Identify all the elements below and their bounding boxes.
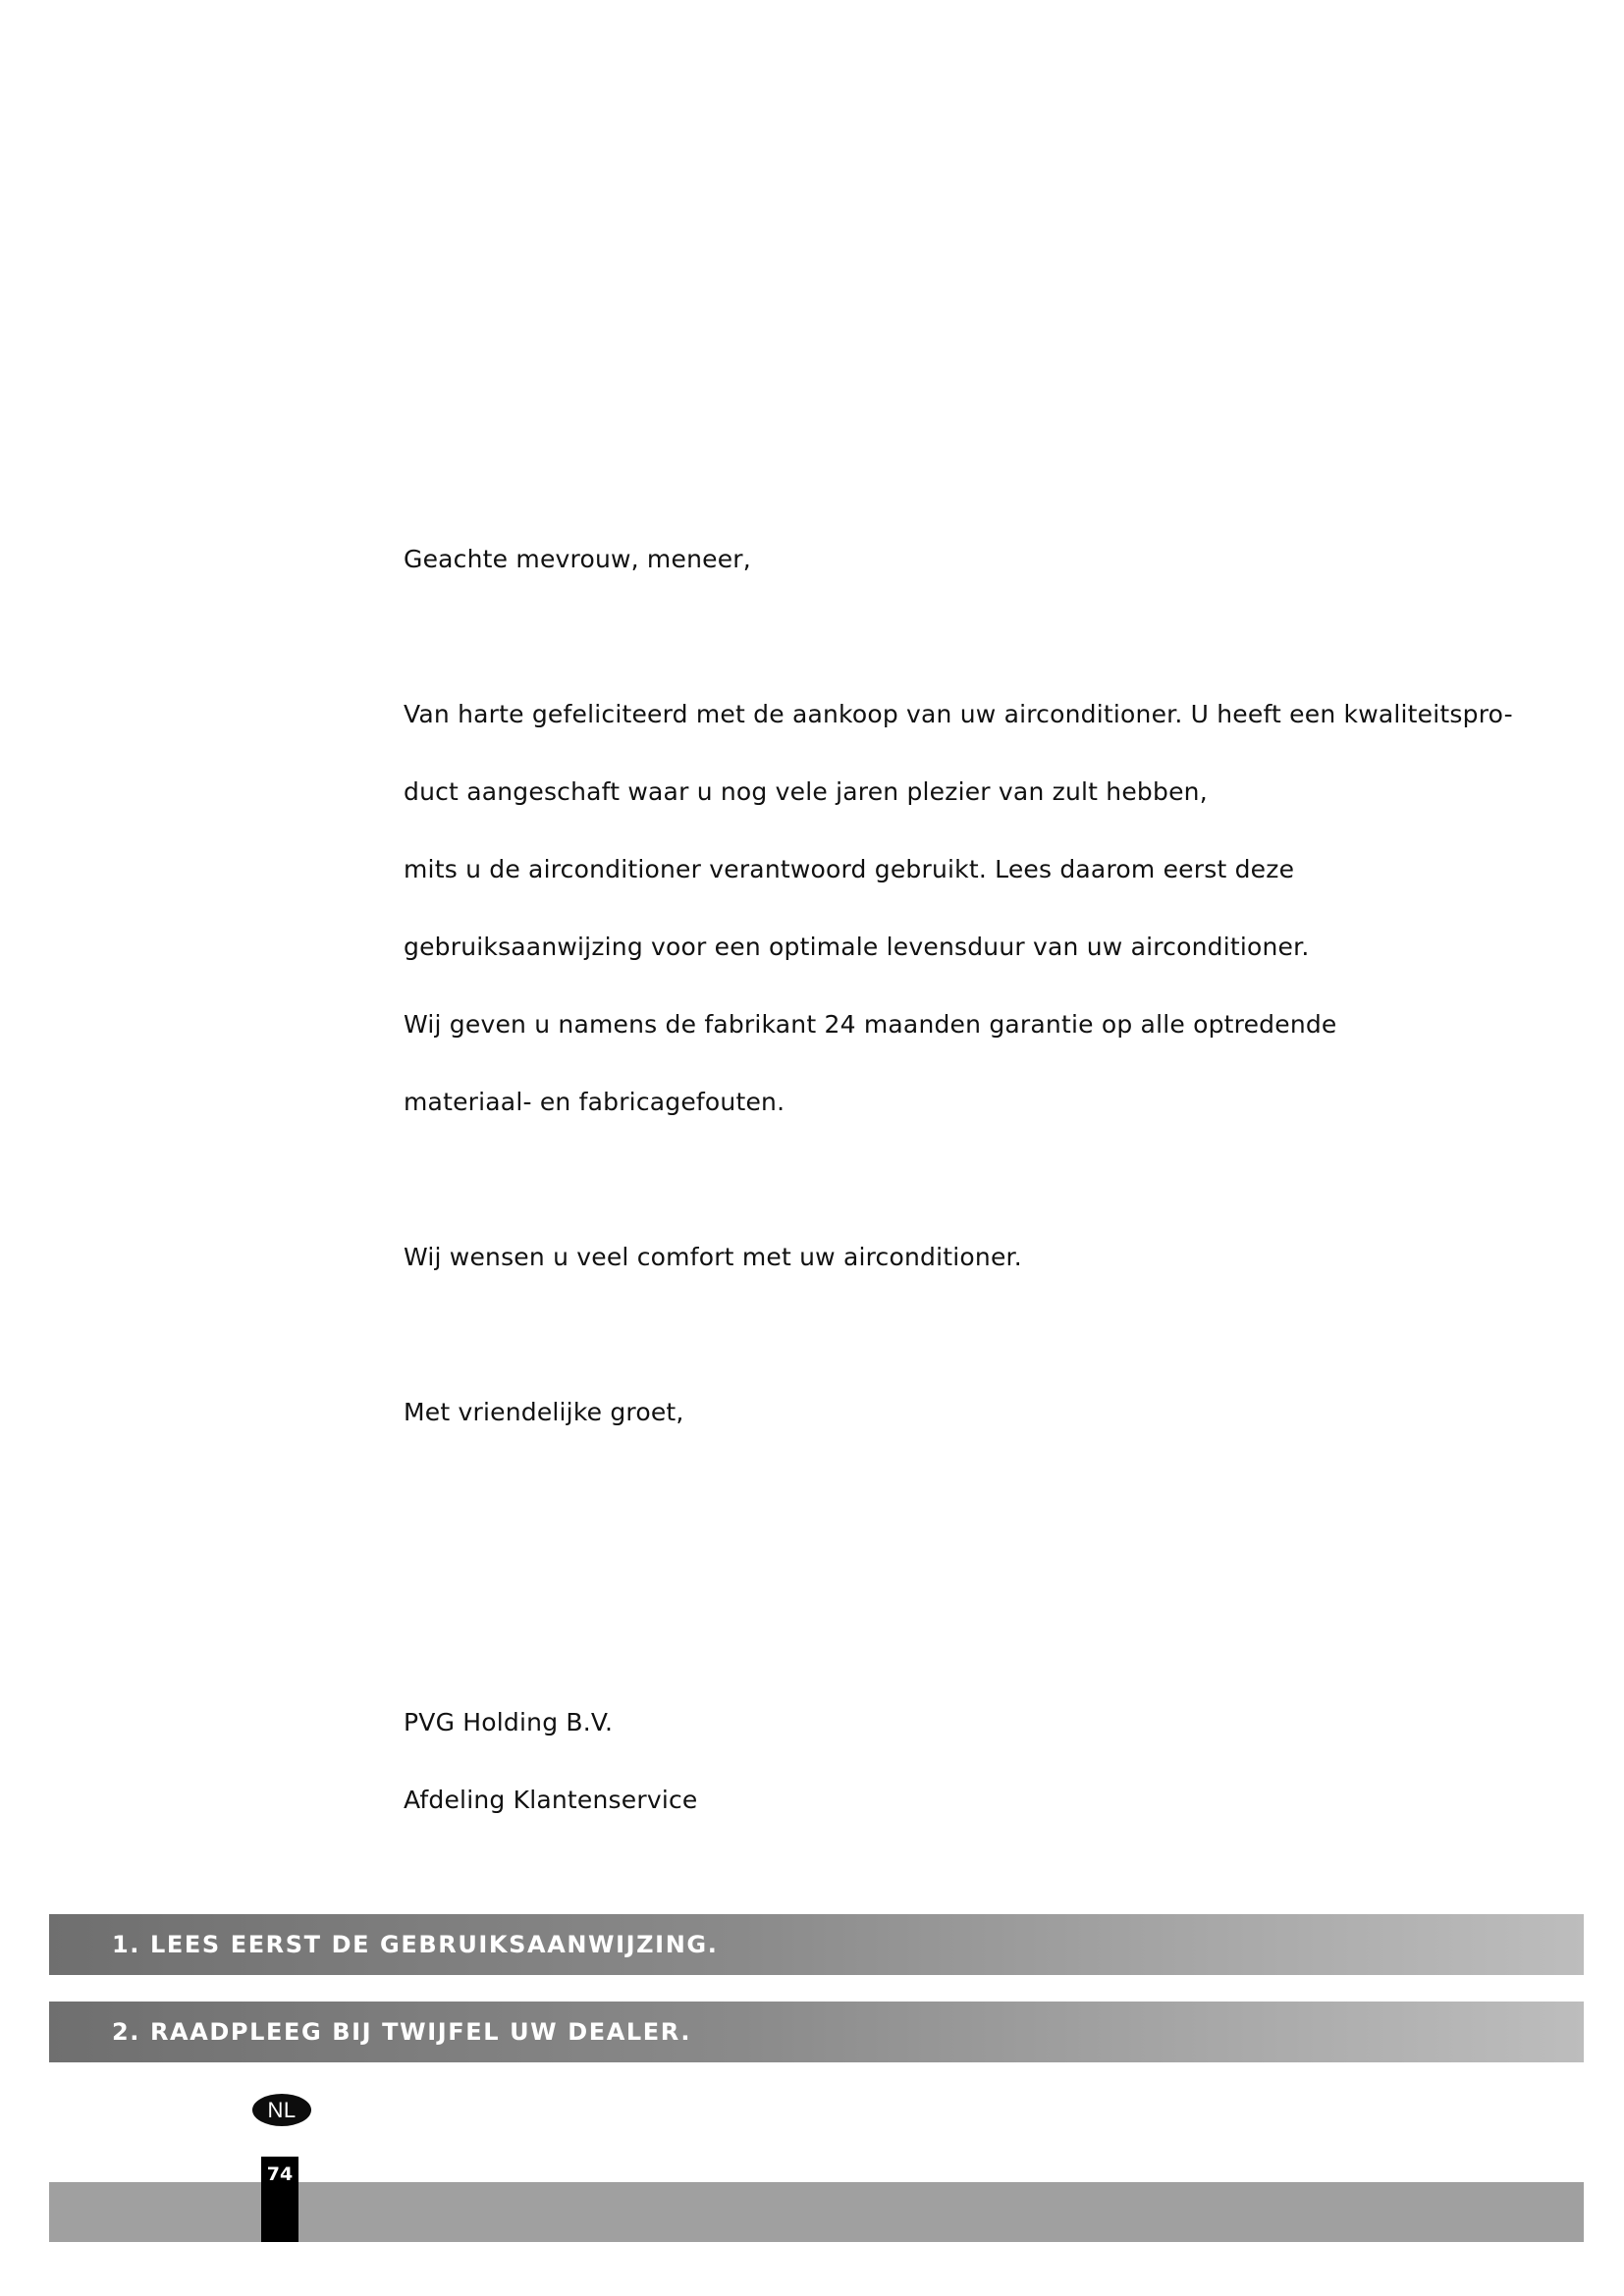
spacer xyxy=(404,1141,1464,1218)
spacer xyxy=(404,1296,1464,1373)
paragraph-line: mits u de airconditioner verantwoord gebruikt. Lees daarom eerst deze xyxy=(404,855,1295,883)
spacer xyxy=(404,1451,1464,1683)
paragraph-line: gebruiksaanwijzing voor een optimale levensduur van uw airconditioner. xyxy=(404,933,1310,961)
salutation: Geachte mevrouw, meneer, xyxy=(404,545,751,573)
paragraph-line: Van harte gefeliciteerd met de aankoop van uw airconditioner. U heeft een kwaliteitspro- xyxy=(404,700,1513,728)
wish-line: Wij wensen u veel comfort met uw airconditioner. xyxy=(404,1243,1022,1271)
instruction-banner-2 xyxy=(49,2002,1584,2062)
spacer xyxy=(404,598,1464,675)
department-name: Afdeling Klantenservice xyxy=(404,1786,698,1814)
instruction-banner-text: 2. RAADPLEEG BIJ TWIJFEL UW DEALER. xyxy=(112,2018,692,2046)
paragraph-line: Wij geven u namens de fabrikant 24 maanden garantie op alle optredende xyxy=(404,1010,1337,1039)
paragraph-line: materiaal- en fabricagefouten. xyxy=(404,1088,785,1116)
language-badge: NL xyxy=(252,2094,311,2126)
page-number: 74 xyxy=(266,2163,294,2185)
paragraph-line: duct aangeschaft waar u nog vele jaren plezier van zult hebben, xyxy=(404,777,1208,806)
company-name: PVG Holding B.V. xyxy=(404,1708,614,1736)
letter-body xyxy=(404,520,1513,1839)
closing-line: Met vriendelijke groet, xyxy=(404,1398,684,1426)
instruction-banner-1 xyxy=(49,1914,1584,1975)
instruction-banner-text: 1. LEES EERST DE GEBRUIKSAANWIJZING. xyxy=(112,1931,719,1958)
page-number-tab xyxy=(261,2157,298,2242)
